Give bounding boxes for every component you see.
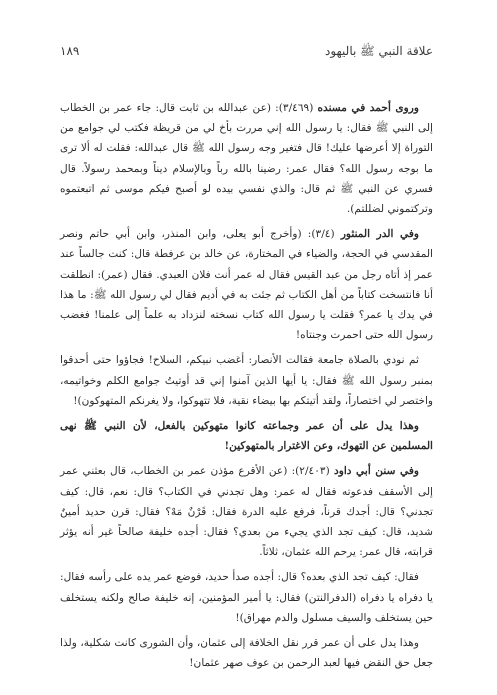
paragraph (60, 416, 433, 456)
paragraph-lead: وروى أحمد في مسنده (317, 102, 419, 114)
paragraph-lead: وفي سنن أبي داود (334, 465, 419, 478)
paragraph-text: (٢/٤٠٣): (عن الأقرع مؤذن عمر بن الخطاب، قال بعثني عمر إلى الأسقف فدعوته فقال له عمر: وهل تجدني في الكتاب؟ قال: نعم، قال: كيف تجدني؟ قال: أجدك قرناً، فرفع عليه الدرة فقال: قَرْنٌ مَهْ؟ فقال: قرن حديد أمينٌ شديد، قال: كيف تجد الذي يجيء من بعدي؟ فقال: أجده خليفة صالحاً غير أنه يؤثر قرابته، قال عمر: يرحم الله عثمان، ثلاثاً. (60, 465, 433, 559)
page-header (60, 40, 433, 62)
paragraph (60, 633, 433, 673)
paragraph (60, 350, 433, 411)
paragraph-text: (٣/٤٦٩): (عن عبدالله بن ثابت قال: جاء عمر بن الخطاب إلى النبي ﷺ فقال: يا رسول الله إني مررت بأخ لي من قريظة فكتب لي جوامع من التوراة إلا أعرضها عليك! قال فتغير وجه رسول الله ﷺ قال عبدالله: فقلت له ألا ترى ما بوجه رسول الله؟ فقال عمر: رضينا بالله رباً وبالإسلام ديناً وبمحمد رسولاً. قال فسري عن النبي ﷺ ثم قال: والذي نفسي بيده لو أصبح فيكم موسى ثم اتبعتموه وتركتموني لضللتم). (60, 102, 433, 216)
paragraph-text: ثم نودي بالصلاة جامعة فقالت الأنصار: أغضب نبيكم، السلاح! فجاؤوا حتى أحدقوا بمنبر رسول الله ﷺ فقال: يا أيها الذين آمنوا إني قد أوتيتُ جوامع الكلم وخواتيمه، واختصر لي اختصاراً، ولقد أتيتكم بها بيضاء نقية، فلا تتهوكوا، ولا يغرنكم المتهوكون)! (60, 354, 433, 407)
running-title: علاقة النبي ﷺ باليهود (324, 44, 433, 58)
paragraph (60, 461, 433, 562)
body-text (60, 98, 433, 675)
paragraph-lead: وهذا يدل على أن عمر وجماعته كانوا متهوكين بالفعل، لأن النبي ﷺ نهى المسلمين عن التهوك، وعن الاغترار بالمتهوكين! (60, 420, 433, 453)
paragraph (60, 98, 433, 219)
paragraph-text: وهذا يدل على أن عمر قرر نقل الخلافة إلى عثمان، وأن الشورى كانت شكلية، ولذا جعل حق النقض فيها لعبد الرحمن بن عوف صهر عثمان! (60, 637, 433, 670)
paragraph-text: (٣/٤): (وأخرج أبو يعلى، وابن المنذر، وابن أبي حاتم ونصر المقدسي في الحجة، والضياء في المختارة، عن خالد بن عرفطة قال: كنت جالساً عند عمر إذ أتاه رجل من عبد القيس فقال له عمر أنت فلان العبدي. فقال (عمر): انطلقت أنا فانتسخت كتاباً من أهل الكتاب ثم جئت به في أديم فقال لي رسول الله ﷺ: ما هذا في يدك يا عمر؟ فقلت يا رسول الله كتاب نسخته لنزداد به علماً إلى علمنا! فغضب رسول الله حتى احمرت وجنتاه! (60, 228, 433, 342)
paragraph-text: فقال: كيف تجد الذي بعده؟ قال: أجده صدأ حديد، فوضع عمر يده على رأسه فقال: يا دفراه يا دفراه (الدفرالنتن) فقال: يا أمير المؤمنين، إنه خليفة صالح ولكنه يستخلف حين يستخلف والسيف مسلول والدم مهراق)! (60, 571, 433, 624)
paragraph (60, 567, 433, 628)
paragraph (60, 224, 433, 345)
page-number: ١٨٩ (60, 44, 80, 58)
paragraph-lead: وفي الدر المنثور (340, 228, 420, 241)
